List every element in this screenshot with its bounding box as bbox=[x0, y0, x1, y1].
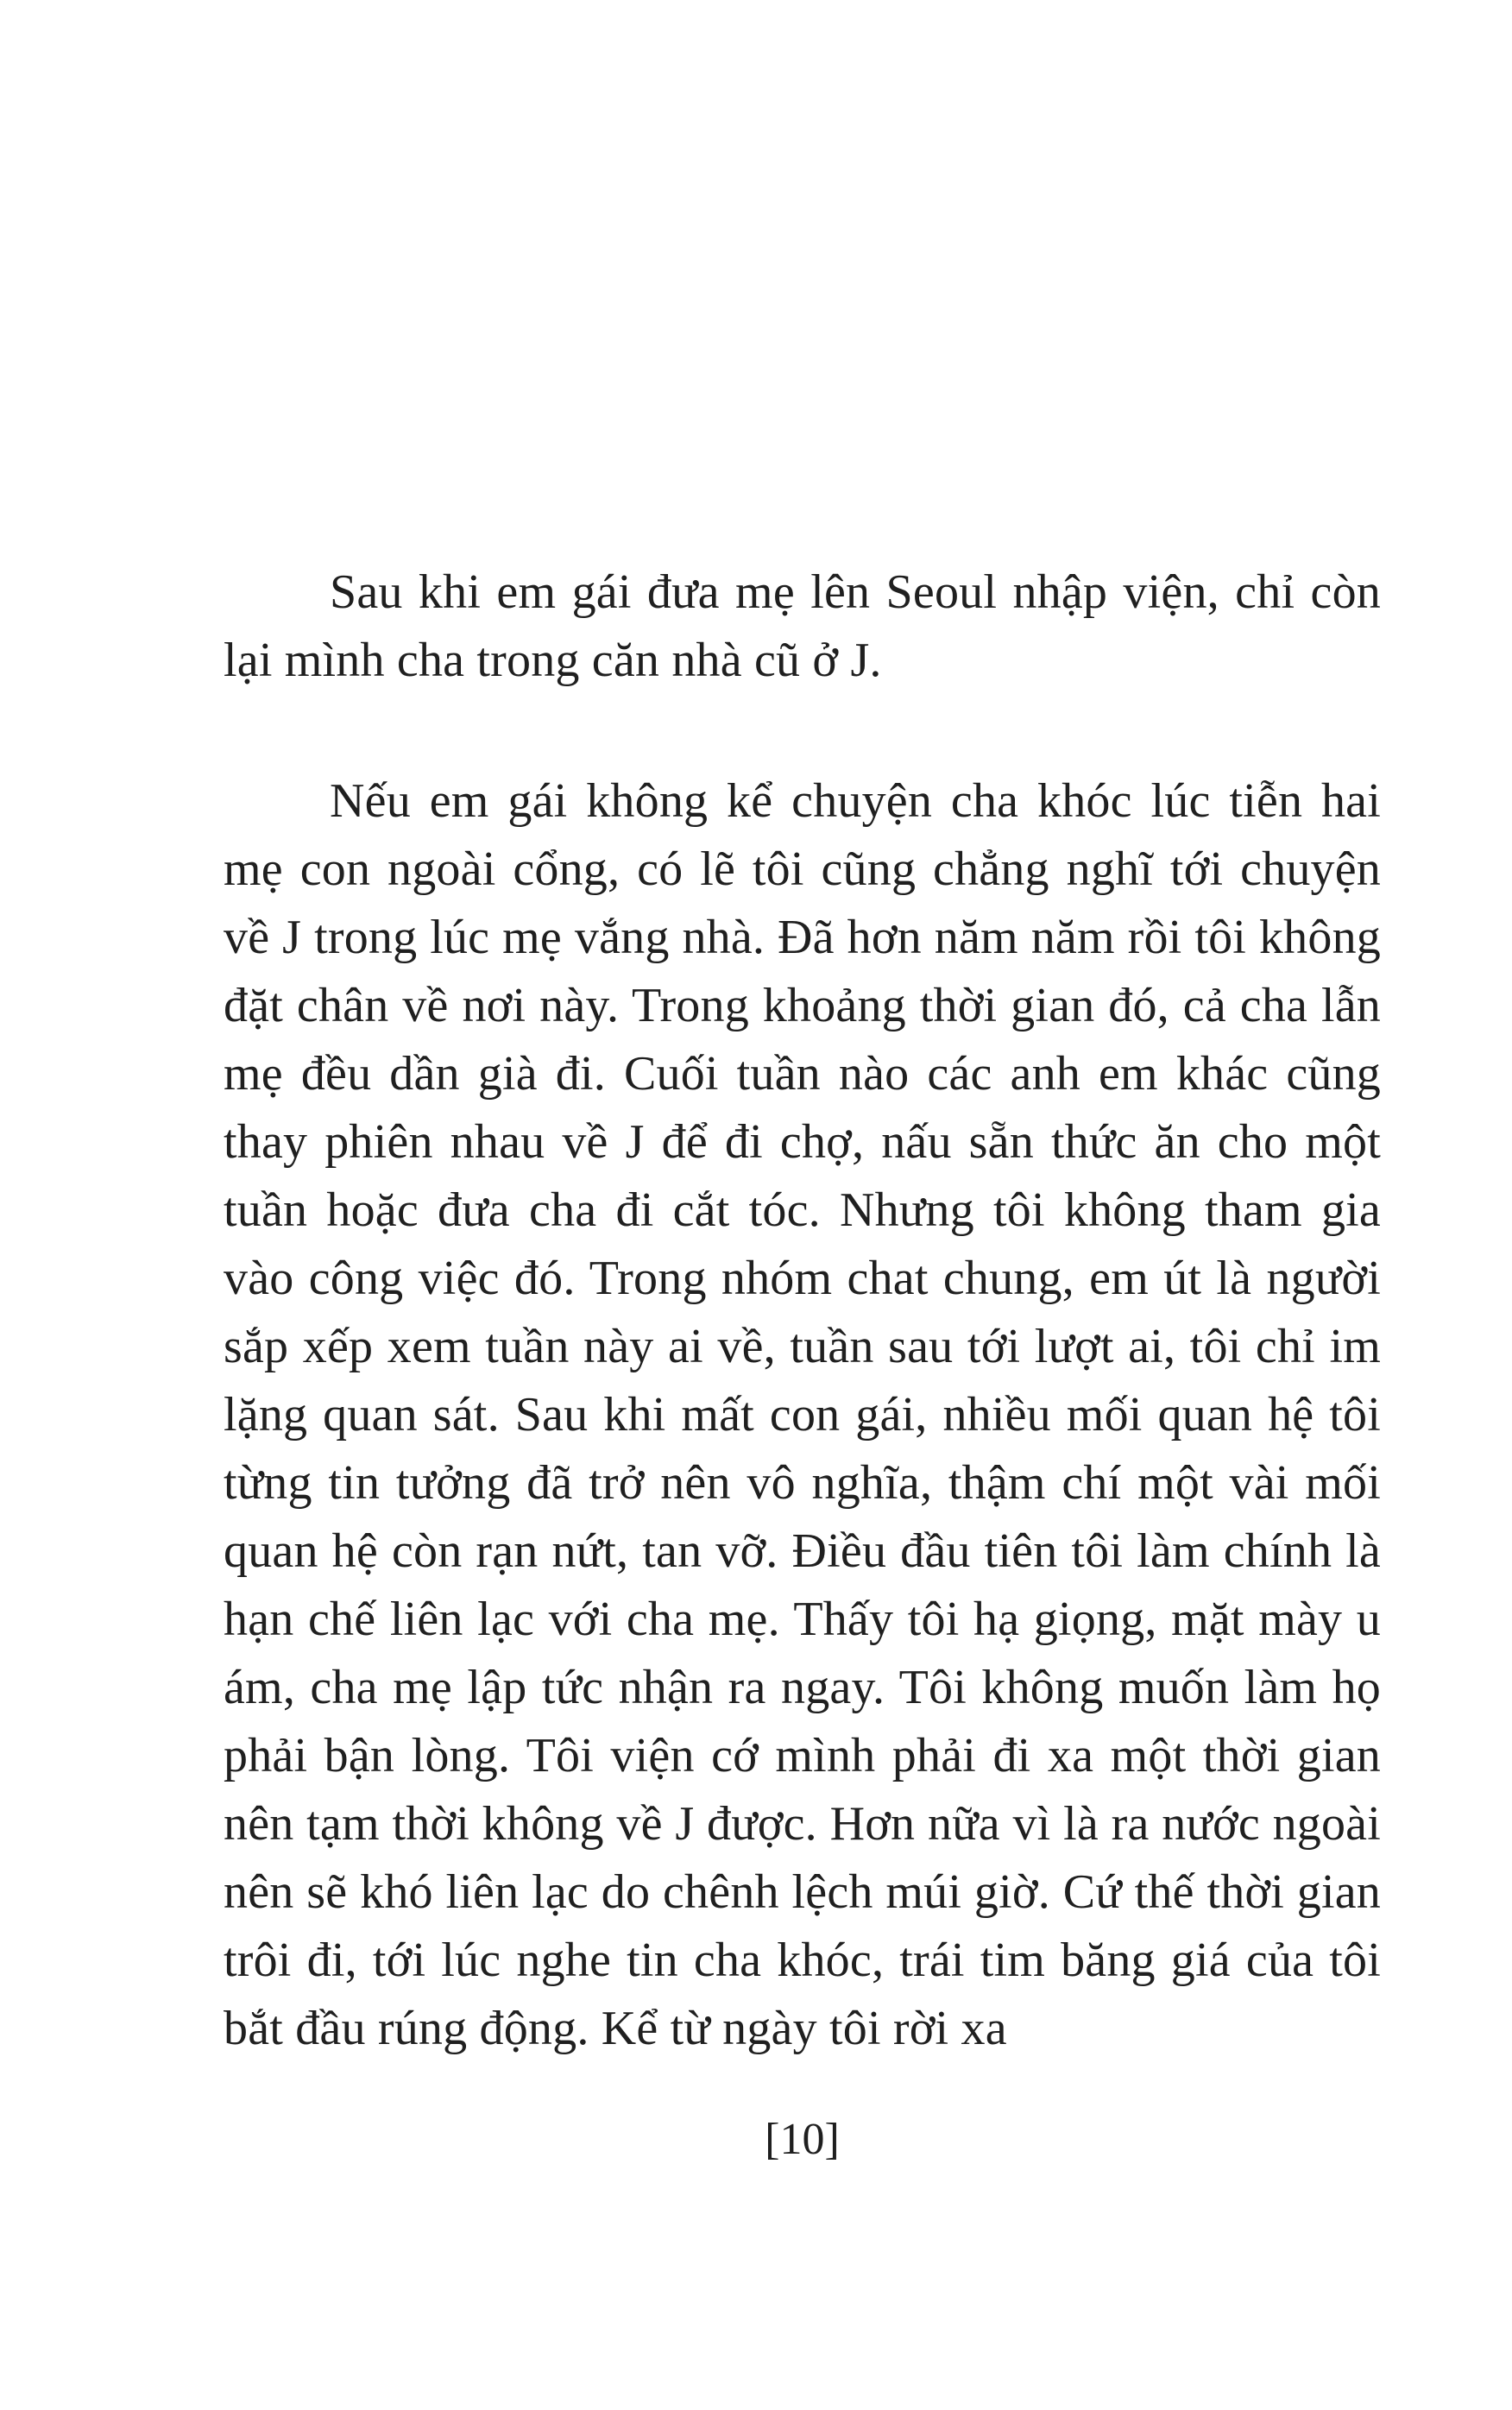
text-block bbox=[224, 558, 1381, 2063]
paragraph-2: Nếu em gái không kể chuyện cha khóc lúc tiễn hai mẹ con ngoài cổng, có lẽ tôi cũng chẳng nghĩ tới chuyện về J trong lúc mẹ vắng nhà. Đã hơn năm năm rồi tôi không đặt chân về nơi này. Trong khoảng thời gian đó, cả cha lẫn mẹ đều dần già đi. Cuối tuần nào các anh em khác cũng thay phiên nhau về J để đi chợ, nấu sẵn thức ăn cho một tuần hoặc đưa cha đi cắt tóc. Nhưng tôi không tham gia vào công việc đó. Trong nhóm chat chung, em út là người sắp xếp xem tuần này ai về, tuần sau tới lượt ai, tôi chỉ im lặng quan sát. Sau khi mất con gái, nhiều mối quan hệ tôi từng tin tưởng đã trở nên vô nghĩa, thậm chí một vài mối quan hệ còn rạn nứt, tan vỡ. Điều đầu tiên tôi làm chính là hạn chế liên lạc với cha mẹ. Thấy tôi hạ giọng, mặt mày u ám, cha mẹ lập tức nhận ra ngay. Tôi không muốn làm họ phải bận lòng. Tôi viện cớ mình phải đi xa một thời gian nên tạm thời không về J được. Hơn nữa vì là ra nước ngoài nên sẽ khó liên lạc do chênh lệch múi giờ. Cứ thế thời gian trôi đi, tới lúc nghe tin cha khóc, trái tim băng giá của tôi bắt đầu rúng động. Kể từ ngày tôi rời xa bbox=[224, 774, 1381, 2055]
page-number: [10] bbox=[765, 2115, 840, 2164]
paragraph-1: Sau khi em gái đưa mẹ lên Seoul nhập viện, chỉ còn lại mình cha trong căn nhà cũ ở J. bbox=[224, 565, 1381, 687]
